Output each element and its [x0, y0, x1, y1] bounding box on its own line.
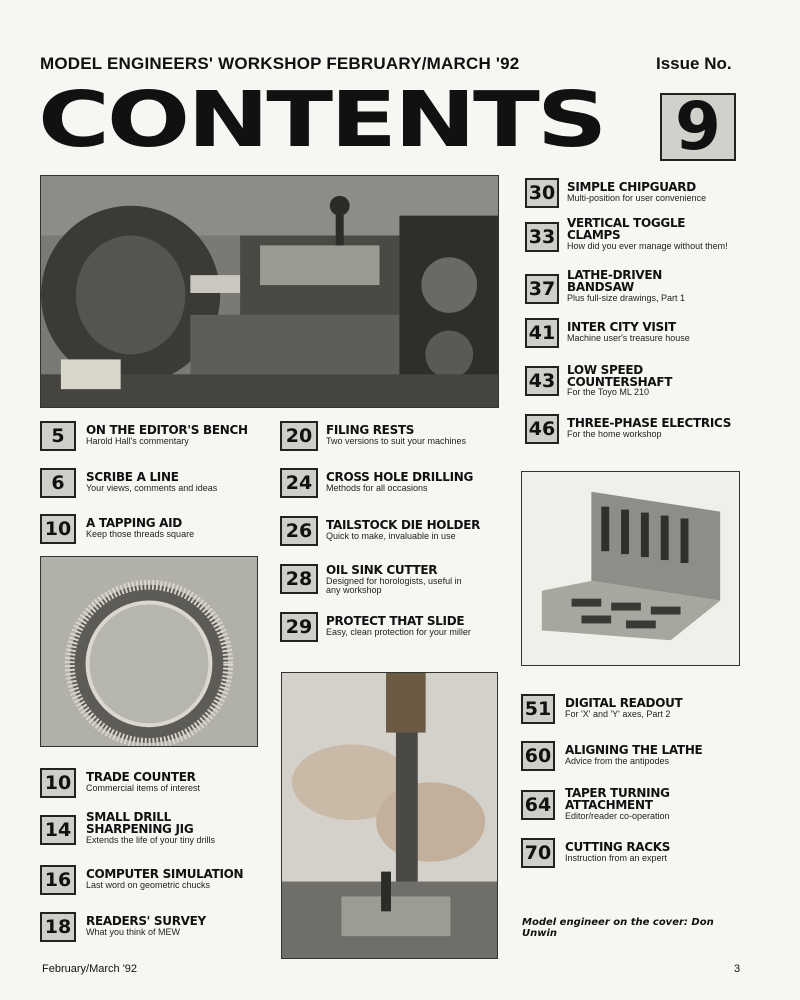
- article-subtitle: Keep those threads square: [86, 529, 195, 539]
- article-title: TAPER TURNING ATTACHMENT: [565, 786, 670, 812]
- article-subtitle: Last word on geometric chucks: [86, 880, 211, 890]
- page-number: 60: [521, 741, 555, 771]
- article-subtitle: Easy, clean protection for your miller: [326, 627, 471, 637]
- article-subtitle: What you think of MEW: [86, 927, 181, 937]
- article-subtitle: Harold Hall's commentary: [86, 436, 189, 446]
- article-title: DIGITAL READOUT: [565, 696, 683, 710]
- page-number: 6: [40, 468, 76, 498]
- article-title: TAILSTOCK DIE HOLDER: [326, 518, 481, 532]
- article-subtitle: Instruction from an expert: [565, 853, 668, 863]
- page-number: 26: [280, 516, 318, 546]
- article-subtitle: How did you ever manage without them!: [567, 241, 728, 251]
- article-title: PROTECT THAT SLIDE: [326, 614, 465, 628]
- article-title: THREE-PHASE ELECTRICS: [567, 416, 732, 430]
- page-number: 30: [525, 178, 559, 208]
- article-title: A TAPPING AID: [86, 516, 182, 530]
- page-number: 16: [40, 865, 76, 895]
- article-subtitle: For 'X' and 'Y' axes, Part 2: [565, 709, 671, 719]
- page-number: 33: [525, 222, 559, 252]
- article-subtitle: For the home workshop: [567, 429, 662, 439]
- page-number: 28: [280, 564, 318, 594]
- page-number: 5: [40, 421, 76, 451]
- article-title: SMALL DRILL SHARPENING JIG: [86, 810, 194, 836]
- article-title: TRADE COUNTER: [86, 770, 196, 784]
- page-number: 41: [525, 318, 559, 348]
- article-title: INTER CITY VISIT: [567, 320, 676, 334]
- page-number: 20: [280, 421, 318, 451]
- article-subtitle: Editor/reader co-operation: [565, 811, 670, 821]
- article-subtitle: Extends the life of your tiny drills: [86, 835, 216, 845]
- article-title: ALIGNING THE LATHE: [565, 743, 703, 757]
- article-title: ON THE EDITOR'S BENCH: [86, 423, 248, 437]
- page-number: 24: [280, 468, 318, 498]
- article-subtitle: Your views, comments and ideas: [86, 483, 218, 493]
- page-number: 10: [40, 768, 76, 798]
- article-subtitle: Machine user's treasure house: [567, 333, 690, 343]
- issue-number-badge: 9: [660, 93, 736, 161]
- article-subtitle: Advice from the antipodes: [565, 756, 670, 766]
- issue-label: Issue No.: [656, 54, 732, 73]
- magazine-issue-line: MODEL ENGINEERS' WORKSHOP FEBRUARY/MARCH '92: [40, 54, 520, 73]
- article-title: FILING RESTS: [326, 423, 415, 437]
- page-number: 18: [40, 912, 76, 942]
- article-title: CROSS HOLE DRILLING: [326, 470, 474, 484]
- article-title: SIMPLE CHIPGUARD: [567, 180, 696, 194]
- page-title: CONTENTS: [38, 75, 605, 165]
- article-title: SCRIBE A LINE: [86, 470, 179, 484]
- page-number: 70: [521, 838, 555, 868]
- lathe-photo: [40, 175, 499, 408]
- page-number: 46: [525, 414, 559, 444]
- page-number: 43: [525, 366, 559, 396]
- article-title: OIL SINK CUTTER: [326, 563, 438, 577]
- angle-plate-photo: [521, 471, 740, 666]
- article-subtitle: For the Toyo ML 210: [567, 387, 650, 397]
- page-number-footer: 3: [734, 963, 741, 975]
- ring-cutter-photo: [40, 556, 258, 747]
- article-subtitle: Multi-position for user convenience: [567, 193, 707, 203]
- article-subtitle: Methods for all occasions: [326, 483, 428, 493]
- article-title: LOW SPEED COUNTERSHAFT: [567, 363, 673, 389]
- page-number: 37: [525, 274, 559, 304]
- page-number: 64: [521, 790, 555, 820]
- page-number: 51: [521, 694, 555, 724]
- article-title: READERS' SURVEY: [86, 914, 206, 928]
- page-number: 10: [40, 514, 76, 544]
- footer-date: February/March '92: [42, 963, 138, 975]
- article-subtitle: Plus full-size drawings, Part 1: [567, 293, 686, 303]
- hands-tool-photo: [281, 672, 498, 959]
- article-title: CUTTING RACKS: [565, 840, 671, 854]
- cover-caption: Model engineer on the cover: Don Unwin: [522, 917, 714, 939]
- article-subtitle: Commercial items of interest: [86, 783, 201, 793]
- article-title: VERTICAL TOGGLE CLAMPS: [567, 216, 686, 242]
- article-title: COMPUTER SIMULATION: [86, 867, 244, 881]
- article-subtitle: Designed for horologists, useful in any workshop: [326, 576, 462, 595]
- page-number: 14: [40, 815, 76, 845]
- article-title: LATHE-DRIVEN BANDSAW: [567, 268, 663, 294]
- article-subtitle: Two versions to suit your machines: [326, 436, 467, 446]
- page-number: 29: [280, 612, 318, 642]
- article-subtitle: Quick to make, invaluable in use: [326, 531, 456, 541]
